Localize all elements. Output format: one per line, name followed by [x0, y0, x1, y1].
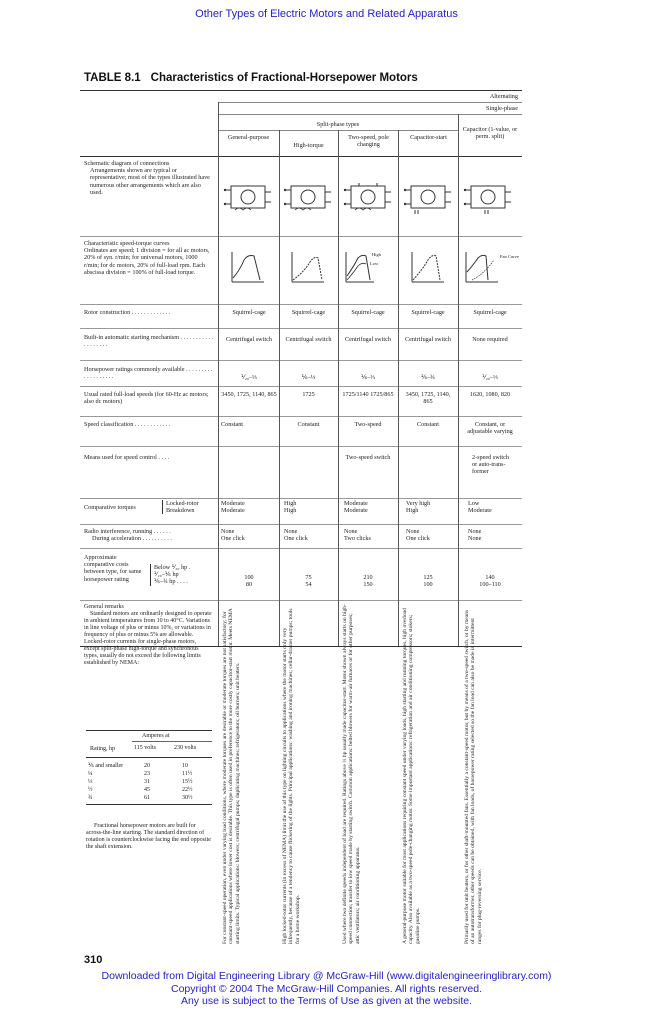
schematic-diagram-two-speed — [341, 182, 395, 218]
characteristics-table — [80, 90, 522, 666]
curve-label-low: Low — [370, 261, 379, 266]
table-number: TABLE 8.1 — [84, 72, 141, 84]
speed-torque-label — [84, 240, 214, 276]
radio-value-3-a: None — [344, 528, 358, 535]
nema-115v: 115 volts — [134, 745, 156, 751]
torques-value-5-a: Low — [468, 500, 480, 507]
radio-value-1-b: One click — [221, 535, 245, 543]
costs-value-2 — [279, 574, 338, 588]
nema-row-5-230: 30½ — [182, 795, 193, 801]
nema-header — [86, 730, 212, 758]
schematic-diagram-general-purpose — [221, 182, 275, 218]
nema-row-1-230: 10 — [182, 763, 188, 769]
nema-row-5-115: 61 — [144, 795, 150, 801]
costs-value-5 — [458, 574, 522, 588]
page-number: 310 — [84, 954, 103, 966]
radio-label-acceleration: During acceleration . . . . . . . . . . — [92, 535, 172, 543]
torques-value-1-b: Moderate — [221, 507, 245, 515]
remarks-title: General remarks — [84, 604, 124, 610]
torques-sub-locked: Locked-rotor — [166, 500, 199, 507]
header-alternating: Alternating — [489, 93, 518, 100]
costs-value-4-b: 100 — [423, 581, 433, 589]
rule-schematic — [80, 236, 522, 237]
rule-torques — [80, 524, 522, 525]
speed-torque-curve-high-torque — [290, 250, 326, 284]
radio-value-4-b: One click — [406, 535, 430, 543]
remarks-col-2: High locked-rotor currents (in excess of NEMA) limit the use of this type on lighting circuits to applications where the motor starts only very infrequently, because of a tendency to cause flickering of the lights. Principal applications: washing and ironing machines; cellar-drainer pumps; tools for a home workshop. — [282, 608, 301, 944]
torques-value-4 — [406, 500, 430, 514]
footer-line-1[interactable]: Downloaded from Digital Engineering Library @ McGraw-Hill (www.digitalengineeringlibrary.com) — [101, 970, 552, 982]
schematic-label-title: Schematic diagram of connections — [84, 160, 170, 167]
col-capacitor-start: Capacitor-start — [410, 134, 447, 141]
radio-value-2 — [284, 528, 308, 542]
rule-alternating — [218, 102, 522, 103]
remarks-col-5: Primarily used for unit heaters, or for other shaft-mounted fans. Essentially a constant-speed motor, but by means of a two-speed switch, or by means of an autotransformer, other speeds can be obtained, with fan loads, of horsepower rating selected so the fan load can also be made in intermittent ranges for plug-reversing service. — [464, 609, 483, 944]
remarks-block — [84, 604, 212, 667]
footer-line-2: Copyright © 2004 The McGraw-Hill Companies. All rights reserved. — [171, 982, 482, 995]
starting-value-4: Centrifugal switch — [405, 336, 451, 343]
nema-row-1-hp: ⅙ and smaller — [88, 763, 124, 769]
costs-value-5-b: 100–110 — [479, 581, 501, 589]
rule-single-phase — [218, 114, 522, 115]
costs-value-4 — [398, 574, 458, 588]
remarks-col-4: A general-purpose motor suitable for most applications requiring constant speed under varying loads, high starting and running torques, high overload capacity. Also available as a two-speed pole-changing motor. Some important applications: refrigeration and air conditioning compressors; stokers; gasoline pumps. — [402, 607, 421, 944]
radio-value-3 — [344, 528, 371, 542]
costs-value-3 — [338, 574, 398, 588]
hp-value-5: ⅟₂₀–⅓ — [482, 374, 498, 381]
speed-class-value-2: Constant — [297, 421, 320, 428]
curve-label-fan: Fan Curve — [500, 254, 519, 259]
costs-label: Approximate comparative costs between type, for same horsepower rating — [84, 554, 142, 583]
torques-value-3-b: Moderate — [344, 507, 368, 515]
remarks-col-1: For constant-speed operation, even under varying load conditions, where moderate torques are desirable or moderate torques are not satisfactory; for constant-speed applications where lower cost is desirable. This type is often used in preference to the more costly capacitor-start motor. Meets NEMA starting limits. Typical applications: blowers; centrifugal pumps; duplicating machines; refrigerators; oil burners; unit heaters. — [222, 608, 241, 944]
costs-sub-high: ⅙–¾ hp . . . . — [154, 578, 188, 586]
starting-value-1: Centrifugal switch — [226, 336, 272, 343]
nema-table — [86, 730, 212, 851]
speed-class-value-3: Two-speed — [354, 421, 382, 428]
torques-value-3-a: Moderate — [344, 500, 368, 507]
rule-hp — [80, 386, 522, 387]
header-split-phase: Split-phase types — [316, 121, 360, 128]
torques-value-2 — [284, 500, 296, 514]
nema-rating-hp: Rating, hp — [90, 746, 115, 752]
speeds-label: Usual rated full-load speeds (for 60-Hz ac motors; also dc motors) — [84, 391, 209, 406]
radio-value-1-a: None — [221, 528, 235, 535]
costs-sublabels — [150, 564, 190, 586]
nema-row-4-hp: ½ — [88, 787, 93, 793]
torques-value-2-b: High — [284, 507, 297, 515]
speed-class-value-4: Constant — [416, 421, 439, 428]
speed-torque-curve-capacitor-start — [410, 250, 446, 284]
nema-230v: 230 volts — [174, 745, 197, 751]
rule-costs — [80, 600, 522, 601]
header-single-phase: Single-phase — [486, 105, 518, 112]
torques-value-1-a: Moderate — [221, 500, 245, 507]
radio-label-running: Radio interference, running . . . . . . — [84, 528, 171, 535]
table-caption: Characteristics of Fractional-Horsepower Motors — [150, 72, 418, 84]
nema-row-1-115: 20 — [144, 763, 150, 769]
remarks-after: Fractional horsepower motors are built for across-the-line starting. The standard direction of rotation is counterclockwise facing the end opposite the shaft extension. — [86, 804, 212, 851]
torques-value-3 — [344, 500, 368, 514]
radio-value-2-a: None — [284, 528, 298, 535]
speed-torque-curve-two-speed — [344, 250, 394, 284]
costs-sub-below: Below ⅟₂₀ hp . — [154, 564, 191, 571]
rotor-value-2: Squirrel-cage — [291, 309, 326, 316]
hp-value-4: ⅙–¾ — [421, 374, 435, 381]
nema-body — [86, 758, 212, 804]
running-head: Other Types of Electric Motors and Related Apparatus — [195, 8, 458, 20]
nema-amperes-at: Amperes at — [142, 733, 170, 739]
nema-row-3-hp: ⅓ — [88, 779, 93, 785]
radio-value-2-b: One click — [284, 535, 308, 543]
rule-speeds — [80, 416, 522, 417]
rule-header-bottom — [80, 156, 522, 157]
torques-value-1 — [221, 500, 245, 514]
torques-value-4-b: High — [406, 507, 419, 515]
radio-value-4 — [406, 528, 430, 542]
rule-curves — [80, 304, 522, 305]
radio-value-4-a: None — [406, 528, 420, 535]
schematic-diagram-high-torque — [281, 182, 335, 218]
nema-row-5-hp: ¾ — [88, 795, 93, 801]
costs-value-5-a: 140 — [485, 574, 495, 581]
speeds-value-1: 3450, 1725, 1140, 865 — [221, 391, 277, 398]
nema-row-2-230: 11½ — [182, 771, 193, 777]
radio-value-3-b: Two clicks — [344, 535, 371, 543]
speeds-value-2: 1725 — [302, 391, 315, 398]
hp-value-3: ⅙–⅓ — [361, 374, 375, 381]
remarks-text: Standard motors are ordinarily designed to operate in ambient temperatures from 10 to 40°C. Variations in line voltage of plus or minus 10%, or variations in frequency of plus or minus 5% are allowable. Locked-rotor currents for single-phase motors, except split-phase high-torque and synchronous types, usually do not exceed the following limits established by NEMA: — [84, 611, 212, 666]
radio-value-5-b: None — [468, 535, 482, 543]
hp-label: Horsepower ratings commonly available . . . . . . . . . . . . . . . . . . . — [84, 366, 213, 381]
footer-line-3[interactable]: Any use is subject to the Terms of Use as given at the website. — [180, 995, 473, 1007]
torques-label: Comparative torques — [84, 504, 136, 511]
costs-value-1-b: 80 — [245, 581, 253, 589]
vrule-4 — [398, 130, 399, 646]
speeds-value-5: 1620, 1080, 820 — [469, 391, 511, 398]
costs-value-3-a: 210 — [363, 574, 373, 581]
torques-sub-breakdown: Breakdown — [166, 507, 195, 515]
nema-row-2-115: 23 — [144, 771, 150, 777]
speeds-value-3: 1725/1140 1725/865 — [342, 391, 394, 398]
nema-row-4-230: 22½ — [182, 787, 193, 793]
col-high-torque: High-torque — [293, 142, 324, 149]
nema-row-3-230: 15½ — [182, 779, 193, 785]
speed-torque-label-note: Ordinates are speed; 1 division = for all ac motors, 20% of syn. r/min; for universal motors, 1000 r/min; for dc motors, 20% of full-load rpm. Each abscissa division = 100% of full-load torque. — [84, 247, 210, 276]
curve-label-high: High — [372, 252, 381, 257]
schematic-label — [84, 160, 214, 196]
hp-value-1: ⅟₂₀–⅓ — [241, 374, 257, 381]
speed-class-value-5: Constant, or adjustable varying — [467, 421, 513, 436]
rule-top — [80, 90, 522, 91]
table-title — [84, 72, 418, 84]
costs-value-2-b: 54 — [305, 581, 312, 589]
rule-speed-class — [80, 446, 522, 447]
nema-row-2-hp: ¼ — [88, 771, 93, 777]
radio-value-5-a: None — [468, 528, 482, 535]
speed-control-label: Means used for speed control . . . . — [84, 454, 170, 461]
nema-rule — [132, 741, 212, 742]
costs-value-1 — [219, 574, 279, 588]
starting-value-2: Centrifugal switch — [285, 336, 332, 343]
rotor-value-3: Squirrel-cage — [351, 309, 385, 316]
speed-control-value-3: Two-speed switch — [345, 454, 391, 461]
schematic-diagram-capacitor-perm — [461, 182, 517, 218]
vrule-3 — [338, 130, 339, 646]
torques-value-2-a: High — [284, 500, 297, 507]
speed-class-label: Speed classification . . . . . . . . . . . . — [84, 421, 171, 428]
radio-value-5 — [468, 528, 481, 542]
rotor-value-4: Squirrel-cage — [411, 309, 445, 316]
schematic-diagram-capacitor-start — [401, 182, 455, 218]
rotor-value-1: Squirrel-cage — [232, 309, 266, 316]
col-general-purpose: General-purpose — [227, 134, 270, 141]
col-two-speed: Two-speed, pole changing — [348, 134, 389, 149]
col-capacitor-perm: Capacitor (1-value, or perm. split) — [462, 126, 518, 141]
speeds-value-4: 3450, 1725, 1140, 865 — [405, 391, 451, 406]
torques-value-5 — [468, 500, 492, 514]
speed-control-value-5: 2-speed switch or auto-trans-former — [472, 454, 509, 476]
starting-value-3: Centrifugal switch — [345, 336, 391, 343]
speed-class-value-1: Constant — [221, 421, 244, 428]
rule-radio — [80, 548, 522, 549]
speed-torque-label-title: Characteristic speed-torque curves — [84, 240, 170, 247]
remarks-col-3: Used where two definite speeds independent of load are required. Ratings above ⅓ hp usually made capacitor-start. Motor shown always starts on high-speed connection; transfer to low speed made by starting switch. Common applications: belted blowers for warm-air furnaces or for other purposes; attic ventilators; air conditioning apparatus. — [342, 604, 361, 944]
costs-value-4-a: 125 — [423, 574, 433, 581]
rule-starting — [80, 360, 522, 361]
schematic-label-note: Arrangements shown are typical or representative; most of the types illustrated have numerous other arrangements which are also used. — [90, 167, 210, 196]
radio-value-1 — [221, 528, 245, 542]
hp-value-2: ⅙–⅓ — [301, 374, 316, 381]
costs-value-2-a: 75 — [305, 574, 312, 581]
torques-value-4-a: Very high — [406, 500, 431, 507]
costs-sub-mid: ⅟₂₀–⅙ hp — [154, 571, 179, 579]
starting-value-5: None required — [472, 336, 508, 343]
rotor-label: Rotor construction . . . . . . . . . . . . . — [84, 309, 171, 316]
nema-row-4-115: 45 — [144, 787, 150, 793]
torques-sublabels — [162, 500, 199, 514]
footer — [0, 970, 653, 1008]
vrule-2 — [279, 130, 280, 646]
rotor-value-5: Squirrel-cage — [473, 309, 507, 316]
speed-torque-curve-general-purpose — [230, 250, 266, 284]
costs-value-3-b: 150 — [363, 581, 373, 589]
torques-value-5-b: Moderate — [468, 507, 492, 515]
rule-speed-control — [80, 498, 522, 499]
nema-row-3-115: 31 — [144, 779, 150, 785]
speed-torque-curve-capacitor-perm — [464, 250, 500, 284]
costs-value-1-a: 100 — [244, 574, 254, 581]
radio-label — [84, 528, 218, 542]
rule-rotor — [80, 328, 522, 329]
starting-label: Built-in automatic starting mechanism . . . . . . . . . . . . . . . . . . . — [84, 334, 214, 349]
